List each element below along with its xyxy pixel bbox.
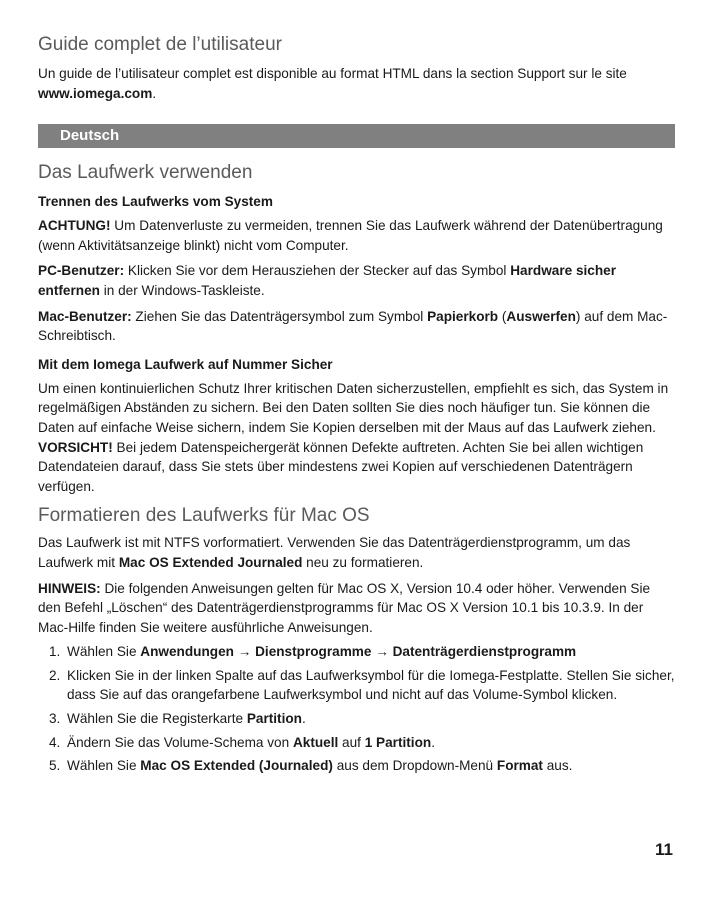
mac-paragraph [38, 307, 675, 346]
step-text: Wählen Sie die Registerkarte [67, 711, 247, 727]
list-item [38, 756, 675, 776]
language-section-bar: Deutsch [38, 124, 675, 148]
mac-label: Mac-Benutzer: [38, 308, 132, 324]
hinweis-paragraph [38, 579, 675, 638]
step-bold: Anwendungen [140, 644, 234, 660]
steps-list [38, 642, 675, 776]
mac-bold-auswerfen: Auswerfen [506, 308, 576, 324]
guide-text [38, 64, 675, 103]
mac-text-1: Ziehen Sie das Datenträgersymbol zum Symbol [131, 308, 428, 324]
hinweis-label: HINWEIS: [38, 580, 101, 596]
achtung-text: Um Datenverluste zu vermeiden, trennen Sie das Laufwerk während der Datenübertragung (wenn Aktivitätsanzeige blinkt) nicht vom Computer. [38, 218, 663, 253]
vorsicht-text: Bei jedem Datenspeichergerät können Defekte auftreten. Achten Sie bei allen wichtigen Datendateien darauf, dass Sie stets über mindestens zwei Kopien auf verschiedenen Datenträgern verfügen. [38, 439, 644, 494]
achtung-label: ACHTUNG! [38, 218, 111, 234]
list-item [38, 666, 675, 705]
vorsicht-paragraph [38, 438, 675, 497]
guide-text-body: Un guide de l’utilisateur complet est disponible au format HTML dans la section Support sur le site [38, 66, 627, 81]
guide-title: Guide complet de l’utilisateur [38, 34, 282, 55]
step-bold: Aktuell [292, 734, 339, 750]
step-bold: Format [496, 758, 543, 774]
step-text: Wählen Sie [67, 644, 141, 660]
heading-sicher: Mit dem Iomega Laufwerk auf Nummer Sicher [38, 356, 333, 372]
list-item [38, 709, 675, 729]
website-link[interactable]: www.iomega.com [38, 85, 153, 101]
mac-text-2: ( [498, 308, 507, 324]
pc-bold: Hardware sicher entfernen [38, 263, 617, 298]
step-number: 5. [49, 758, 61, 774]
section-title-format: Formatieren des Laufwerks für Mac OS [38, 505, 370, 527]
achtung-paragraph [38, 216, 675, 255]
step-number: 2. [49, 667, 61, 683]
step-number: 3. [49, 711, 61, 727]
format-intro [38, 533, 675, 572]
step-text: Ändern Sie das Volume-Schema von [67, 734, 293, 750]
step-bold: Partition [246, 711, 302, 727]
arrow-icon: → [233, 644, 256, 660]
step-bold: Datenträgerdienstprogramm [392, 644, 577, 660]
section-title-laufwerk: Das Laufwerk verwenden [38, 162, 253, 184]
pc-text-2: in der Windows-Taskleiste. [99, 282, 265, 298]
mac-bold-papierkorb: Papierkorb [427, 308, 499, 324]
list-item [38, 733, 675, 753]
step-bold: Dienstprogramme [255, 644, 372, 660]
pc-label: PC-Benutzer: [38, 263, 125, 279]
vorsicht-label: VORSICHT! [38, 439, 113, 455]
guide-text-end: . [152, 85, 157, 101]
step-number: 4. [49, 734, 61, 750]
page-number: 11 [655, 840, 673, 859]
hinweis-text: Die folgenden Anweisungen gelten für Mac OS X, Version 10.4 oder höher. Verwenden Sie den Befehl „Löschen“ des Datenträgerdienstprogramms für Mac OS X Version 10.1 bis 10.3.9. In der Mac-Hilfe finden Sie weitere ausführliche Anweisungen. [38, 580, 651, 635]
step-bold: 1 Partition [364, 734, 432, 750]
pc-paragraph [38, 261, 675, 300]
step-text: Wählen Sie [67, 758, 141, 774]
mac-text-3: ) auf dem Mac-Schreibtisch. [38, 308, 668, 344]
format-intro-1: Das Laufwerk ist mit NTFS vorformatiert. Verwenden Sie das Datenträgerdienstprogramm, um das Laufwerk mit [38, 535, 631, 570]
step-text-end: . [301, 711, 306, 727]
format-intro-2: neu zu formatieren. [302, 554, 424, 570]
sicher-paragraph: Um einen kontinuierlichen Schutz Ihrer kritischen Daten sicherzustellen, empfiehlt es sich, das System in regelmäßigen Abständen zu sichern. Bei den Daten sollten Sie dies noch häufiger tun. Sie können die Daten auf einfache Weise sichern, indem Sie Kopien derselben mit der Maus auf das Laufwerk ziehen. [38, 380, 669, 435]
page-content [38, 34, 675, 780]
format-intro-bold: Mac OS Extended Journaled [118, 554, 303, 570]
arrow-icon: → [371, 644, 393, 660]
step-text-end: aus. [542, 758, 573, 774]
step-text-mid: aus dem Dropdown-Menü [332, 758, 497, 774]
step-number: 1. [49, 644, 61, 660]
step-text: Klicken Sie in der linken Spalte auf das Laufwerksymbol für die Iomega-Festplatte. Stellen Sie sicher, dass Sie auf das orangefarbene Laufwerksymbol und nicht auf das Volume-Symbol klicken. [67, 667, 675, 703]
list-item [38, 642, 675, 662]
step-bold: Mac OS Extended (Journaled) [140, 758, 333, 774]
step-text-end: . [431, 734, 435, 750]
step-text-mid: auf [338, 734, 365, 750]
heading-trennen: Trennen des Laufwerks vom System [38, 194, 273, 210]
pc-text-1: Klicken Sie vor dem Herausziehen der Stecker auf das Symbol [124, 263, 511, 279]
